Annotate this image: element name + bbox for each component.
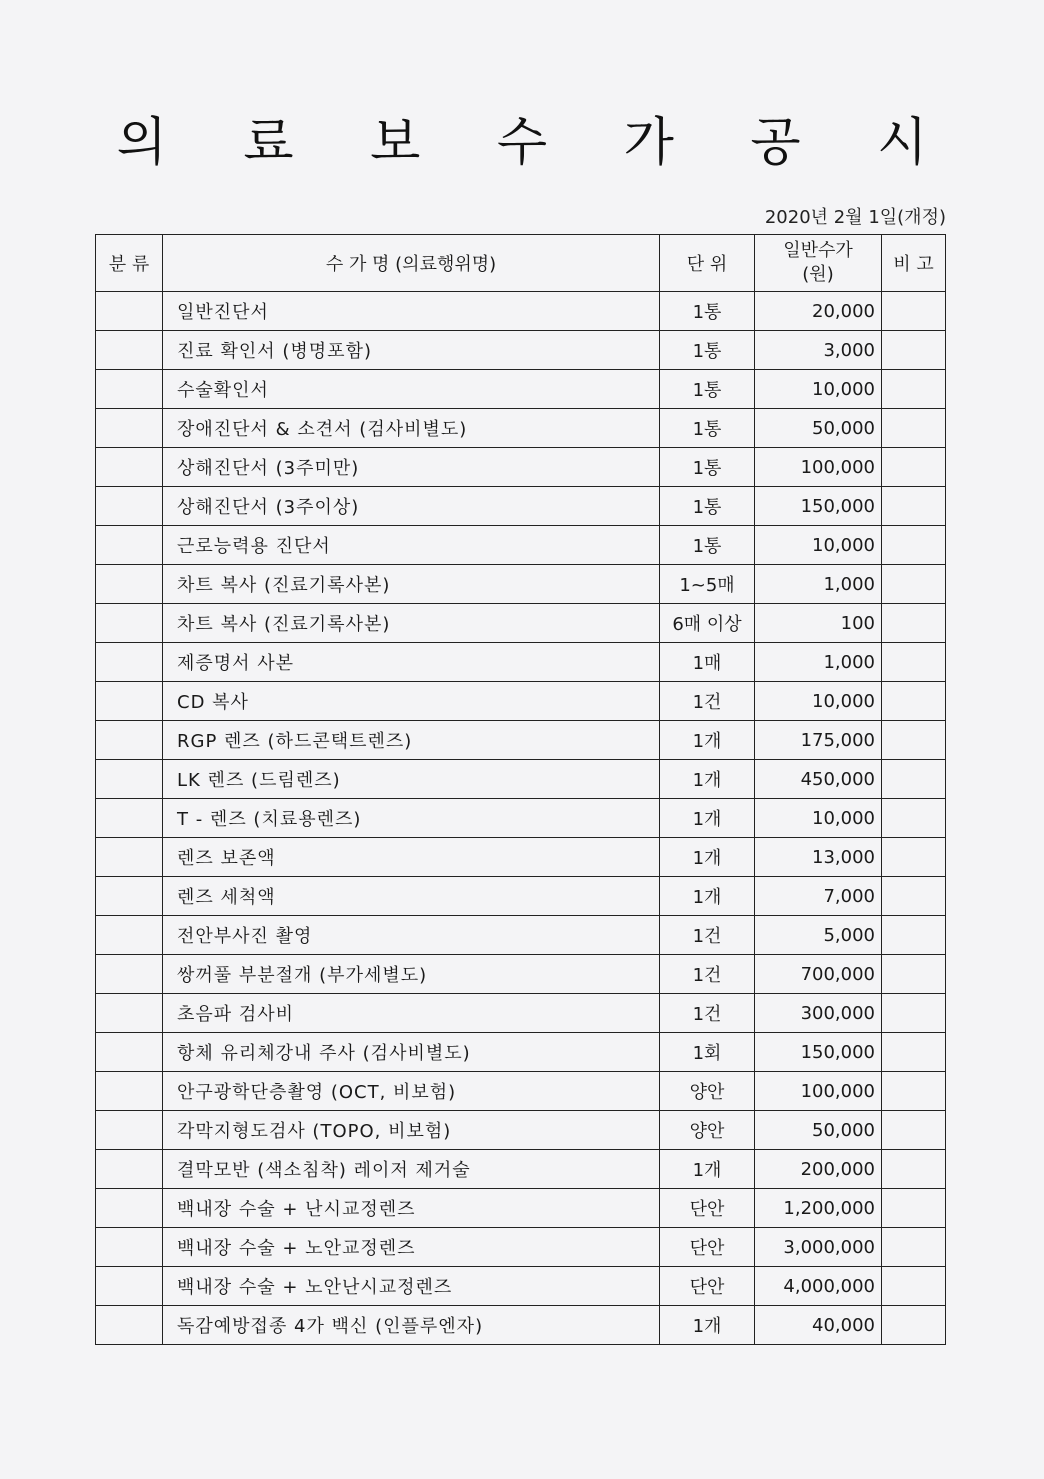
fee-unit-cell: 1개 (660, 1150, 755, 1189)
category-cell (96, 1072, 163, 1111)
fee-name-cell: 결막모반 (색소침착) 레이저 제거술 (163, 1150, 660, 1189)
table-row (96, 721, 946, 760)
table-row (96, 604, 946, 643)
fee-price-cell: 3,000,000 (755, 1228, 882, 1267)
table-row (96, 292, 946, 331)
note-cell (882, 1267, 946, 1306)
fee-name-cell: 각막지형도검사 (TOPO, 비보험) (163, 1111, 660, 1150)
category-cell (96, 916, 163, 955)
note-cell (882, 643, 946, 682)
fee-price-cell: 10,000 (755, 799, 882, 838)
fee-price-cell: 13,000 (755, 838, 882, 877)
fee-price-cell: 5,000 (755, 916, 882, 955)
note-cell (882, 448, 946, 487)
fee-unit-cell: 6매 이상 (660, 604, 755, 643)
header-price-line1: 일반수가 (783, 240, 853, 261)
table-row (96, 1267, 946, 1306)
fee-unit-cell: 1건 (660, 916, 755, 955)
table-row (96, 1033, 946, 1072)
table-row (96, 1228, 946, 1267)
fee-unit-cell: 1통 (660, 292, 755, 331)
fee-unit-cell: 1개 (660, 799, 755, 838)
fee-price-cell: 50,000 (755, 409, 882, 448)
fee-unit-cell: 1개 (660, 721, 755, 760)
category-cell (96, 370, 163, 409)
fee-price-cell: 300,000 (755, 994, 882, 1033)
header-price (755, 235, 882, 292)
fee-price-cell: 10,000 (755, 370, 882, 409)
table-row (96, 526, 946, 565)
note-cell (882, 331, 946, 370)
table-row (96, 799, 946, 838)
fee-unit-cell: 양안 (660, 1072, 755, 1111)
category-cell (96, 292, 163, 331)
note-cell (882, 760, 946, 799)
fee-unit-cell: 1건 (660, 682, 755, 721)
note-cell (882, 1150, 946, 1189)
note-cell (882, 1111, 946, 1150)
fee-name-cell: 백내장 수술 + 난시교정렌즈 (163, 1189, 660, 1228)
fee-name-cell: 수술확인서 (163, 370, 660, 409)
table-row (96, 331, 946, 370)
fee-price-cell: 50,000 (755, 1111, 882, 1150)
table-header-row (96, 235, 946, 292)
table-row (96, 838, 946, 877)
fee-name-cell: 안구광학단층촬영 (OCT, 비보험) (163, 1072, 660, 1111)
table-row (96, 1150, 946, 1189)
fee-price-cell: 10,000 (755, 682, 882, 721)
fee-table-body (96, 292, 946, 1345)
fee-name-cell: 렌즈 세척액 (163, 877, 660, 916)
header-price-line2: (원) (802, 264, 834, 285)
fee-table (95, 234, 946, 1345)
table-row (96, 448, 946, 487)
category-cell (96, 643, 163, 682)
category-cell (96, 877, 163, 916)
fee-unit-cell: 1통 (660, 409, 755, 448)
fee-name-cell: 초음파 검사비 (163, 994, 660, 1033)
category-cell (96, 1306, 163, 1345)
fee-price-cell: 150,000 (755, 487, 882, 526)
fee-unit-cell: 1통 (660, 448, 755, 487)
category-cell (96, 526, 163, 565)
category-cell (96, 331, 163, 370)
category-cell (96, 409, 163, 448)
category-cell (96, 1228, 163, 1267)
table-row (96, 682, 946, 721)
fee-unit-cell: 1~5매 (660, 565, 755, 604)
fee-name-cell: 차트 복사 (진료기록사본) (163, 565, 660, 604)
table-row (96, 955, 946, 994)
category-cell (96, 682, 163, 721)
note-cell (882, 838, 946, 877)
note-cell (882, 877, 946, 916)
fee-price-cell: 450,000 (755, 760, 882, 799)
fee-unit-cell: 1통 (660, 526, 755, 565)
fee-unit-cell: 1개 (660, 838, 755, 877)
category-cell (96, 1267, 163, 1306)
fee-name-cell: 상해진단서 (3주이상) (163, 487, 660, 526)
fee-name-cell: 차트 복사 (진료기록사본) (163, 604, 660, 643)
fee-name-cell: CD 복사 (163, 682, 660, 721)
table-row (96, 877, 946, 916)
fee-price-cell: 4,000,000 (755, 1267, 882, 1306)
fee-price-cell: 1,000 (755, 565, 882, 604)
fee-unit-cell: 단안 (660, 1189, 755, 1228)
note-cell (882, 1306, 946, 1345)
note-cell (882, 1072, 946, 1111)
fee-unit-cell: 단안 (660, 1228, 755, 1267)
fee-unit-cell: 1통 (660, 331, 755, 370)
fee-name-cell: 항체 유리체강내 주사 (검사비별도) (163, 1033, 660, 1072)
fee-name-cell: 근로능력용 진단서 (163, 526, 660, 565)
note-cell (882, 682, 946, 721)
fee-price-cell: 700,000 (755, 955, 882, 994)
table-row (96, 1111, 946, 1150)
note-cell (882, 526, 946, 565)
table-row (96, 409, 946, 448)
note-cell (882, 604, 946, 643)
fee-name-cell: 제증명서 사본 (163, 643, 660, 682)
fee-price-cell: 3,000 (755, 331, 882, 370)
category-cell (96, 1189, 163, 1228)
table-row (96, 643, 946, 682)
note-cell (882, 994, 946, 1033)
fee-name-cell: RGP 렌즈 (하드콘택트렌즈) (163, 721, 660, 760)
table-row (96, 760, 946, 799)
category-cell (96, 955, 163, 994)
header-name: 수 가 명 (의료행위명) (163, 235, 660, 292)
table-row (96, 916, 946, 955)
category-cell (96, 994, 163, 1033)
note-cell (882, 370, 946, 409)
fee-name-cell: 백내장 수술 + 노안난시교정렌즈 (163, 1267, 660, 1306)
fee-unit-cell: 1회 (660, 1033, 755, 1072)
fee-price-cell: 150,000 (755, 1033, 882, 1072)
category-cell (96, 1033, 163, 1072)
header-unit: 단 위 (660, 235, 755, 292)
fee-name-cell: 전안부사진 촬영 (163, 916, 660, 955)
header-category: 분 류 (96, 235, 163, 292)
fee-unit-cell: 1개 (660, 1306, 755, 1345)
table-row (96, 994, 946, 1033)
fee-unit-cell: 1매 (660, 643, 755, 682)
note-cell (882, 1228, 946, 1267)
fee-name-cell: 쌍꺼풀 부분절개 (부가세별도) (163, 955, 660, 994)
category-cell (96, 760, 163, 799)
fee-price-cell: 1,000 (755, 643, 882, 682)
fee-price-cell: 7,000 (755, 877, 882, 916)
note-cell (882, 565, 946, 604)
fee-price-cell: 100 (755, 604, 882, 643)
fee-price-cell: 1,200,000 (755, 1189, 882, 1228)
table-row (96, 1306, 946, 1345)
category-cell (96, 565, 163, 604)
category-cell (96, 487, 163, 526)
note-cell (882, 721, 946, 760)
fee-name-cell: 렌즈 보존액 (163, 838, 660, 877)
fee-unit-cell: 1통 (660, 487, 755, 526)
category-cell (96, 604, 163, 643)
table-row (96, 487, 946, 526)
fee-price-cell: 175,000 (755, 721, 882, 760)
note-cell (882, 487, 946, 526)
page-title: 의 료 보 수 가 공 시 (116, 113, 958, 173)
fee-name-cell: 일반진단서 (163, 292, 660, 331)
table-row (96, 370, 946, 409)
fee-price-cell: 100,000 (755, 448, 882, 487)
fee-unit-cell: 1개 (660, 760, 755, 799)
fee-name-cell: 상해진단서 (3주미만) (163, 448, 660, 487)
note-cell (882, 916, 946, 955)
table-row (96, 1189, 946, 1228)
fee-unit-cell: 1통 (660, 370, 755, 409)
fee-unit-cell: 1건 (660, 955, 755, 994)
note-cell (882, 955, 946, 994)
category-cell (96, 448, 163, 487)
fee-price-cell: 100,000 (755, 1072, 882, 1111)
fee-name-cell: 진료 확인서 (병명포함) (163, 331, 660, 370)
note-cell (882, 1033, 946, 1072)
fee-unit-cell: 1개 (660, 877, 755, 916)
fee-name-cell: T - 렌즈 (치료용렌즈) (163, 799, 660, 838)
fee-unit-cell: 1건 (660, 994, 755, 1033)
category-cell (96, 799, 163, 838)
fee-price-cell: 200,000 (755, 1150, 882, 1189)
fee-name-cell: LK 렌즈 (드림렌즈) (163, 760, 660, 799)
category-cell (96, 1150, 163, 1189)
fee-name-cell: 장애진단서 & 소견서 (검사비별도) (163, 409, 660, 448)
note-cell (882, 292, 946, 331)
table-row (96, 565, 946, 604)
fee-name-cell: 독감예방접종 4가 백신 (인플루엔자) (163, 1306, 660, 1345)
header-note: 비 고 (882, 235, 946, 292)
note-cell (882, 409, 946, 448)
note-cell (882, 799, 946, 838)
fee-price-cell: 10,000 (755, 526, 882, 565)
fee-name-cell: 백내장 수술 + 노안교정렌즈 (163, 1228, 660, 1267)
fee-price-cell: 40,000 (755, 1306, 882, 1345)
category-cell (96, 838, 163, 877)
fee-unit-cell: 단안 (660, 1267, 755, 1306)
category-cell (96, 1111, 163, 1150)
note-cell (882, 1189, 946, 1228)
fee-price-cell: 20,000 (755, 292, 882, 331)
category-cell (96, 721, 163, 760)
revision-date: 2020년 2월 1일(개정) (764, 207, 946, 228)
table-row (96, 1072, 946, 1111)
fee-unit-cell: 양안 (660, 1111, 755, 1150)
